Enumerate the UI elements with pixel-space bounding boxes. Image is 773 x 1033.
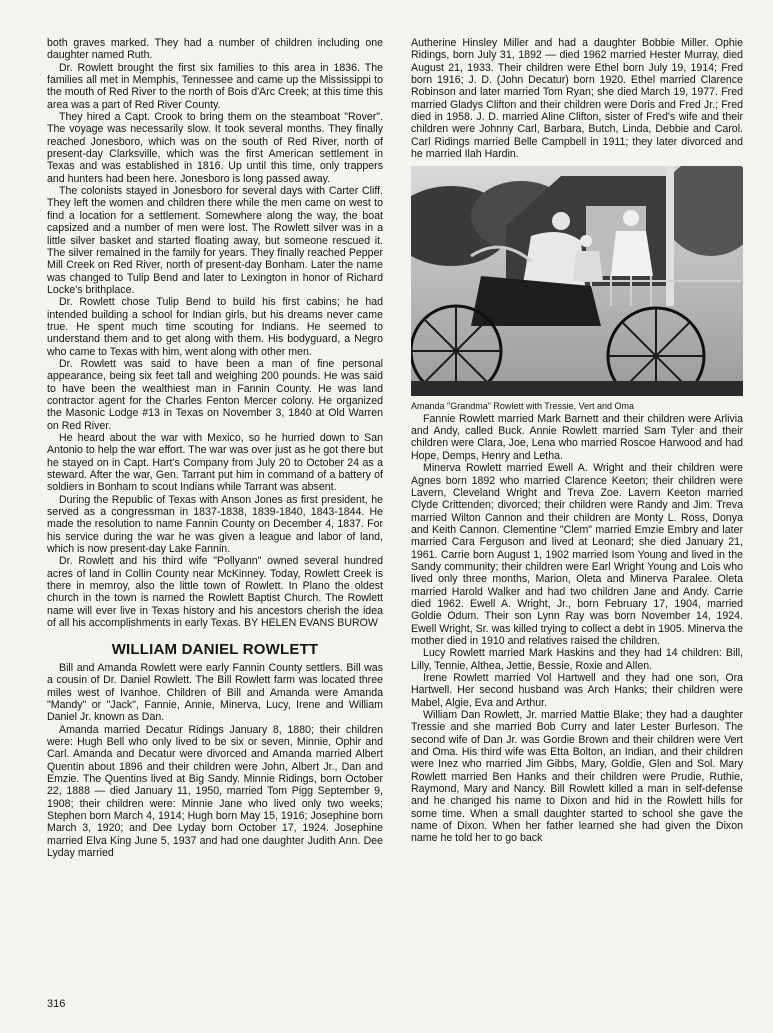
right-column bbox=[411, 37, 743, 845]
paragraph: Fannie Rowlett married Mark Barnett and their children were Arlivia and Andy, called Buck. Annie Rowlett married Sam Tyler and their children were Clara, Joe, Lena who married Roscoe Harwood and had Hope, Demps, Henry and Letha. bbox=[411, 412, 743, 462]
left-column bbox=[47, 37, 383, 859]
paragraph: Irene Rowlett married Vol Hartwell and they had one son, Ora Hartwell. Her second husband was Arch Hanks; their children were Mabel, Algie, Eva and Arthur. bbox=[411, 672, 743, 709]
paragraph: Lucy Rowlett married Mark Haskins and they had 14 children: Bill, Lilly, Tennie, Althea, Jettie, Bessie, Roxie and Allen. bbox=[411, 647, 743, 672]
paragraph: Dr. Rowlett chose Tulip Bend to build his first cabins; he had intended building a school for Indian girls, but his dreams never came true. He spent much time scouting for Indians. He seemed to understand them and to get along with them. His bodyguard, a Negro who came to Texas with him, went along with other men. bbox=[47, 296, 383, 358]
paragraph: Dr. Rowlett and his third wife "Pollyann" owned several hundred acres of land in Collin County near McKinney. Today, Rowlett Creek is there in memroy, also the little town of Rowlett. In Plano the oldest church in the town is named the Rowlett Baptist Church. The Rowlett name will ever live in Texas history and his ancestors cherish the idea of all his accomplishments in early Texas. bbox=[47, 555, 383, 630]
paragraph: He heard about the war with Mexico, so he hurried down to San Antonio to help the war effort. The war was over just as he got there but he stayed on in Capt. Hart's Company from July 20 to October 24 as a steward. After the war, Gen. Tarrant put him in command of a battery of soldiers in Bonham to scout Indians while Tarrant was absent. bbox=[47, 432, 383, 494]
paragraph: William Dan Rowlett, Jr. married Mattie Blake; they had a daughter Tressie and she married Bob Curry and later Lester Burleson. The second wife of Dan Jr. was Gordie Brown and their children were Vert and Oma. His third wife was Etta Bolton, an Indian, and their children were Inez who married Jim Gibbs, Mary, Goldie, Glen and Sol. Mary Rowlett married Ben Hanks and their children were Prudie, Ruthie, Raymond, Mary and Nancy. Bill Rowlett killed a man in self-defense and he changed his name to Dixon and hid in the Rowlett hills for some time. When a small daughter started to school she gave the name of Dixon. When her father learned she had given the Dixon name he told her to go back bbox=[411, 709, 743, 845]
paragraph: Autherine Hinsley Miller and had a daughter Bobbie Miller. Ophie Ridings, born July 31, 1892 — died 1962 married Hester Murray, died August 21, 1933. Their children were Ethel born July 19, 1914; Fred born 1916; J. D. (John Decatur) born 1920. Ethel married Clarence Robinson and later married Tom Ryan; she died March 19, 1977. Fred married Gladys Clifton and their children were Doris and Fred Jr.; Fred died in 1958. J. D. married Aline Clifton, sister of Fred's wife and their children were Johnny Carl, Barbara, Butch, Linda, Debbie and Carol. Carl Ridings married Belle Campbell in 1911; they later divorced and he married Ilah Hardin. bbox=[411, 37, 743, 161]
photo-illustration bbox=[411, 166, 743, 396]
byline: BY HELEN EVANS BUROW bbox=[244, 617, 378, 630]
paragraph: The colonists stayed in Jonesboro for several days with Carter Cliff. They left the women and children there while the men came on west to find a location for a settlement. Somewhere along the way, the boat capsized and a number of men were lost. The Rowlett silver was in a little silver basket and started floating away, but someone rescued it. The silver remained in the family for years. They finally reached Pepper Mill Creek on Red River, north of present-day Bonham. Later the name was changed to Tulip Bend and later to Lexington in honor of Richard Locke's brithplace. bbox=[47, 185, 383, 296]
paragraph: both graves marked. They had a number of children including one daughter named Ruth. bbox=[47, 37, 383, 62]
paragraph-with-byline bbox=[47, 555, 383, 629]
paragraph: Dr. Rowlett was said to have been a man of fine personal appearance, being six feet tall and weighing 200 pounds. He was said to have been the wealthiest man in Fannin County. He was land contractor agent for the Charles Fenton Mercer colony. He organized the Masonic Lodge #13 in Texas on November 3, 1840 at Old Warren on Red River. bbox=[47, 357, 383, 432]
paragraph: They hired a Capt. Crook to bring them on the steamboat "Rover". The voyage was necessarily slow. It took several months. They finally reached Jonesboro, which was on the south of Red River, north of present-day Clarksville, which was the first American settlement in Texas and was established in 1816. Up until this time, only trappers and hunters had been here. Jonesboro is long passed away. bbox=[47, 111, 383, 185]
paragraph: Dr. Rowlett brought the first six families to this area in 1836. The families all met in Memphis, Tennessee and came up the Mississippi to the mouth of Red River to the north of Bois d'Arc Creek; at this time this area was a part of Red River County. bbox=[47, 61, 383, 111]
paragraph: Minerva Rowlett married Ewell A. Wright and their children were Agnes born 1892 who married Clarence Keeton; their children were Lavern, Cleveland Wright and Treva Zoe. Lavern Keeton married Clyde Crittenden; divorced; their children were Randy and Jim. Treva married Wilton Cannon and their children are Monty L. Ross, Donya and Keith Cannon. Clementine "Clem" married Emzie Embry and later married Cara Ferguson and lived at Leonard; she died January 21, 1961. Carrie born August 1, 1902 married Isom Young and lived in the Sandy community; their children were Earl Wright Young and Lois who lived only three months, Marion, Oleta and Minerva Paralee. Oleta married Harold Walker and had two children Jane and Andy. Carrie died 1962. Ewell A. Wright, Jr., born February 17, 1904, married Goldie Odum. Their son Lynn Ray was born November 14, 1924. Ewell Wright, Sr. was killed trying to collect a debt in 1905. Minerva the mother died in 1910 and relatives raised the children. bbox=[411, 462, 743, 647]
photo-caption: Amanda "Grandma" Rowlett with Tressie, Vert and Oma bbox=[411, 401, 634, 412]
section-heading: WILLIAM DANIEL ROWLETT bbox=[111, 640, 319, 658]
paragraph: During the Republic of Texas with Anson Jones as first president, he served as a congressman in 1837-1838, 1839-1840, 1843-1844. He made the resolution to name Fannin County on December 4, 1837. For his service during the war he was given a league and labor of land, which is now present-day Lake Fannin. bbox=[47, 493, 383, 556]
page-number: 316 bbox=[47, 998, 66, 1010]
paragraph: Bill and Amanda Rowlett were early Fannin County settlers. Bill was a cousin of Dr. Daniel Rowlett. The Bill Rowlett farm was located three miles west of Ivanhoe. Children of Bill and Amanda were Amanda "Mandy" or "Jack", Fannie, Annie, Minerva, Lucy, Irene and William Daniel Jr. known as Dan. bbox=[47, 661, 383, 724]
paragraph: Amanda married Decatur Ridings January 8, 1880; their children were: Hugh Bell who only lived to be six or seven, Minnie, Ophir and Carl. Amanda and Decatur were divorced and Amanda married Albert Quentin about 1896 and their children were John, Albert Jr., Dan and Emzie. The Quentins lived at Big Sandy. Minnie Ridings, born October 22, 1888 — died January 11, 1950, married Tom Pigg September 9, 1908; their children were: Minnie Jane who lived only two weeks; Stephen born March 4, 1914; Hugh born May 15, 1916; Josephine born March 3, 1920; and Dee Lyday born October 17, 1924. Josephine married Elva King June 5, 1937 and had one daughter Judith Ann. Dee Lyday married bbox=[47, 723, 383, 859]
historic-photo bbox=[411, 166, 743, 396]
